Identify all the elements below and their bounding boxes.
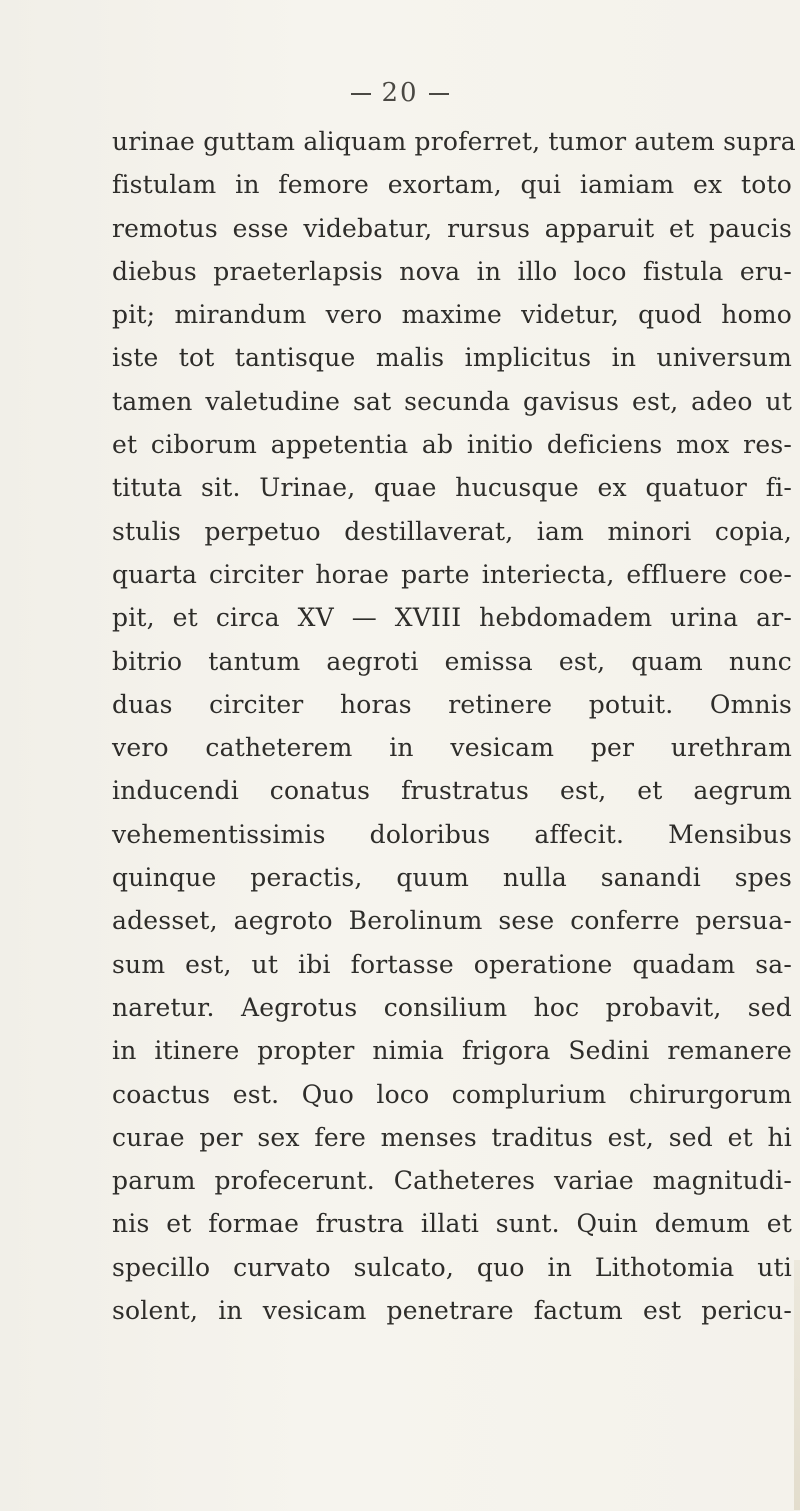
page-edge-stain <box>794 1260 800 1510</box>
text-line: inducendi conatus frustratus est, et aegrum <box>112 776 792 806</box>
text-line: vero catheterem in vesicam per urethram <box>112 733 792 763</box>
text-line: stulis perpetuo destillaverat, iam minori copia, <box>112 516 792 546</box>
text-line: fistulam in femore exortam, qui iamiam ex toto <box>112 170 792 200</box>
text-line: quinque peractis, quum nulla sanandi spes <box>112 863 792 893</box>
text-line: specillo curvato sulcato, quo in Lithotomia uti <box>112 1252 792 1282</box>
header-dash-right <box>429 93 449 95</box>
text-line: coactus est. Quo loco complurium chirurgorum <box>112 1079 792 1109</box>
page-header <box>0 78 800 108</box>
text-line: solent, in vesicam penetrare factum est pericu- <box>112 1296 792 1326</box>
text-line: vehementissimis doloribus affecit. Mensibus <box>112 819 792 849</box>
text-line: adesset, aegroto Berolinum sese conferre persua- <box>112 906 792 936</box>
header-dash-left <box>351 93 371 95</box>
text-line: in itinere propter nimia frigora Sedini remanere <box>112 1036 792 1066</box>
text-line: bitrio tantum aegroti emissa est, quam nunc <box>112 646 792 676</box>
text-line: tamen valetudine sat secunda gavisus est, adeo ut <box>112 386 792 416</box>
text-line: duas circiter horas retinere potuit. Omnis <box>112 689 792 719</box>
text-line: quarta circiter horae parte interiecta, effluere coe- <box>112 559 792 589</box>
page-number: 20 <box>381 78 419 108</box>
text-line: et ciborum appetentia ab initio deficiens mox res- <box>112 430 792 460</box>
text-line: naretur. Aegrotus consilium hoc probavit, sed <box>112 992 792 1022</box>
text-line: parum profecerunt. Catheteres variae magnitudi- <box>112 1166 792 1196</box>
text-line: urinae guttam aliquam proferret, tumor autem supra <box>112 127 796 156</box>
text-line: pit; mirandum vero maxime videtur, quod homo <box>112 300 792 330</box>
text-line: iste tot tantisque malis implicitus in universum <box>112 343 792 373</box>
text-line: nis et formae frustra illati sunt. Quin demum et <box>112 1209 792 1239</box>
text-line: pit, et circa XV — XVIII hebdomadem urina ar- <box>112 603 792 633</box>
text-line: sum est, ut ibi fortasse operatione quadam sa- <box>112 949 792 979</box>
body-text <box>112 120 796 1332</box>
text-line: diebus praeterlapsis nova in illo loco fistula eru- <box>112 256 792 286</box>
text-line: curae per sex fere menses traditus est, sed et hi <box>112 1122 792 1152</box>
text-line: remotus esse videbatur, rursus apparuit et paucis <box>112 213 792 243</box>
text-line: tituta sit. Urinae, quae hucusque ex quatuor fi- <box>112 473 792 503</box>
